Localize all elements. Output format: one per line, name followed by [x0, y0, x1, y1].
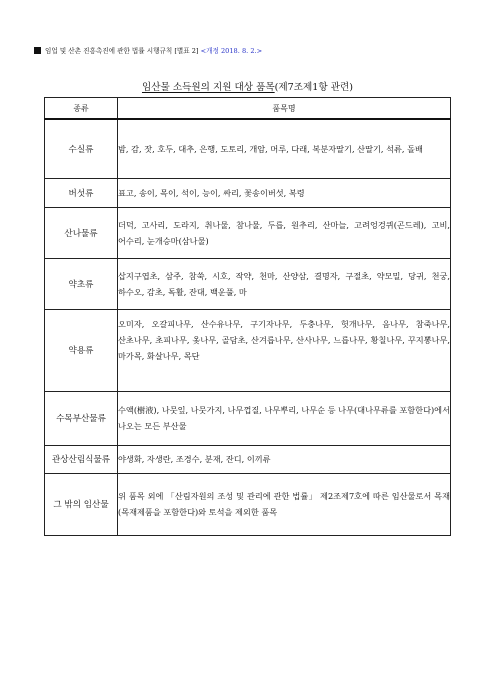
regulation-header [34, 47, 464, 56]
header-category: 종류 [45, 98, 118, 120]
row-category: 약용류 [45, 309, 118, 391]
header-items: 품목명 [118, 98, 451, 120]
row-category: 수실류 [45, 119, 118, 178]
table-header-row [45, 98, 451, 120]
row-items: 밤, 감, 잣, 호두, 대추, 은행, 도토리, 개암, 머루, 다래, 복분자딸기, 산딸기, 석류, 돌배 [118, 119, 451, 178]
table-row [45, 119, 451, 178]
revision-date: <개정 2018. 8. 2.> [200, 47, 263, 55]
square-bullet-icon [34, 47, 41, 54]
row-items: 더덕, 고사리, 도라지, 취나물, 참나물, 두릅, 원추리, 산마늘, 고려엉겅퀴(곤드레), 고비, 어수리, 눈개승마(삼나물) [118, 207, 451, 258]
row-category: 수목부산물류 [45, 391, 118, 445]
table-row [45, 207, 451, 258]
table-row [45, 473, 451, 535]
row-items: 표고, 송이, 목이, 석이, 능이, 싸리, 꽃송이버섯, 복령 [118, 178, 451, 207]
table-row [45, 178, 451, 207]
header-text: 임업 및 산촌 진흥촉진에 관한 법률 시행규칙 [별표 2] [45, 47, 199, 55]
row-items: 위 품목 외에 「산림자원의 조성 및 관리에 관한 법률」 제2조제7호에 따른 임산물로서 목재(목재제품을 포함한다)와 토석을 제외한 품목 [118, 473, 451, 535]
row-category: 산나물류 [45, 207, 118, 258]
table-row [45, 391, 451, 445]
table-row [45, 445, 451, 473]
row-category: 그 밖의 임산물 [45, 473, 118, 535]
row-category: 버섯류 [45, 178, 118, 207]
row-items: 오미자, 오갈피나무, 산수유나무, 구기자나무, 두충나무, 헛개나무, 음나무, 참죽나무, 산초나무, 초피나무, 옻나무, 골담초, 산겨릅나무, 산사나무, 느릅나무, 황칠나무, 꾸지뽕나무, 마가목, 화살나무, 목단 [118, 309, 451, 391]
row-category: 약초류 [45, 258, 118, 309]
row-items: 야생화, 자생란, 조경수, 분재, 잔디, 이끼류 [118, 445, 451, 473]
title-main: 임산물 소득원의 지원 대상 품목 [141, 82, 275, 93]
table-row [45, 258, 451, 309]
row-items: 삽지구엽초, 삼주, 참쑥, 시호, 작약, 천마, 산양삼, 결명자, 구절초, 약모밀, 당귀, 천궁, 하수오, 감초, 독활, 잔대, 백운풀, 마 [118, 258, 451, 309]
title-sub: (제7조제1항 관련) [274, 82, 354, 93]
table-row [45, 309, 451, 391]
document-title [0, 82, 495, 94]
row-category: 관상산림식물류 [45, 445, 118, 473]
row-items: 수액(樹液), 나뭇잎, 나뭇가지, 나무껍질, 나무뿌리, 나무순 등 나무(대나무류를 포함한다)에서 나오는 모든 부산물 [118, 391, 451, 445]
items-table [44, 97, 451, 536]
